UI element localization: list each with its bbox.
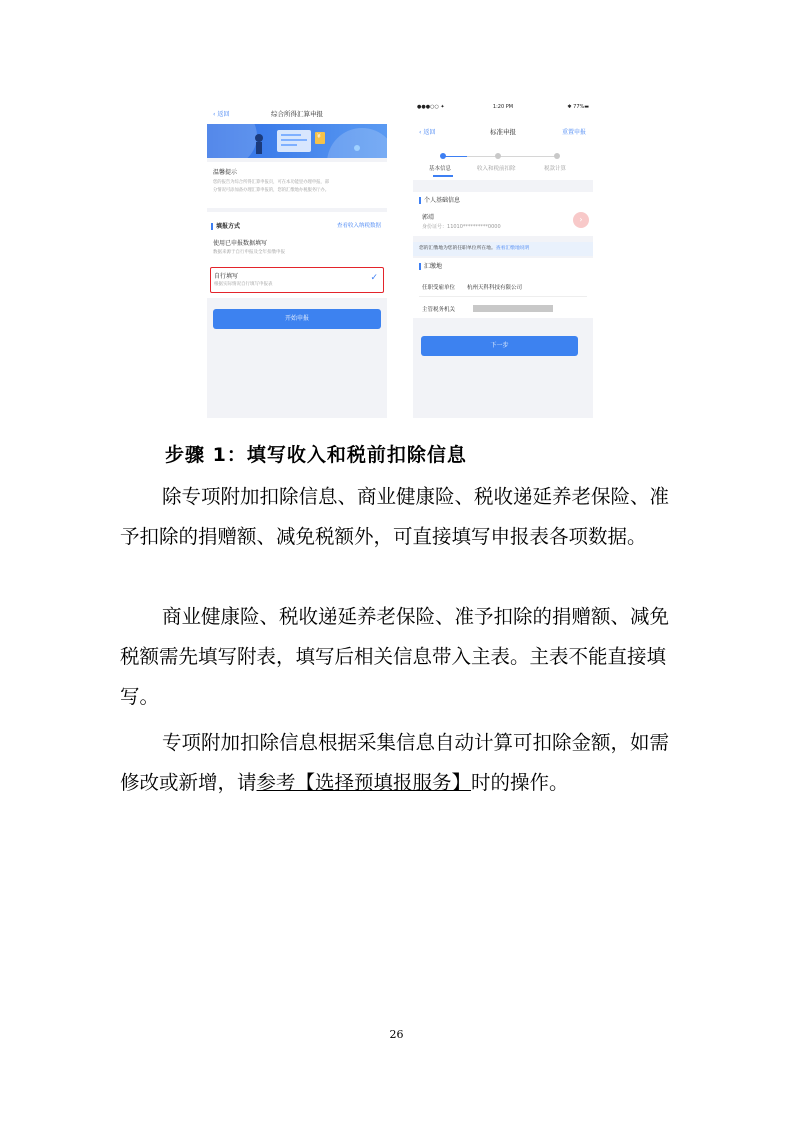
notice-line-2: 分情况可添加备办理汇算申报的，您的汇缴地办税服务厅办。 — [213, 188, 330, 193]
chevron-left-icon: ‹ — [419, 129, 422, 136]
step-dot-active — [440, 153, 446, 159]
step-heading: 步骤 1：填写收入和税前扣除信息 — [165, 444, 467, 466]
chevron-left-icon: ‹ — [213, 111, 216, 118]
tax-office-value-redacted — [473, 305, 553, 312]
step-dot — [495, 153, 501, 159]
option2-desc: 根据实际情况自行填写申报表 — [214, 282, 273, 287]
illustration-icon — [207, 124, 387, 158]
paragraph-3: 专项附加扣除信息根据采集信息自动计算可扣除金额，如需修改或新增，请参考【选择预填报服务】时的操作。 — [120, 731, 670, 794]
step-basic-info[interactable]: 基本信息 — [429, 166, 452, 172]
tax-office-label: 主管税务机关 — [422, 307, 456, 313]
paragraph-1: 除专项附加扣除信息、商业健康险、税收递延养老保险、准予扣除的捐赠额、减免税额外，可直接填写申报表各项数据。 — [120, 485, 670, 548]
right-phone-screenshot — [413, 100, 593, 418]
remit-card — [413, 258, 593, 318]
left-phone-screenshot — [207, 100, 387, 418]
left-nav-title: 综合所得汇算申报 — [271, 110, 323, 118]
notice-line-1: 您的报告为综合所得汇算申报页，可在本功能里办理申报，部 — [213, 180, 330, 185]
left-nav-bar — [207, 100, 387, 124]
step-income-deduction[interactable]: 收入和税前扣除 — [477, 166, 516, 172]
fill-mode-title: 填报方式 — [211, 221, 240, 230]
banner-illustration — [207, 124, 387, 158]
basic-info-title: 个人基础信息 — [419, 195, 460, 204]
checkmark-icon: ✓ — [370, 273, 378, 283]
page-number: 26 — [389, 1028, 404, 1041]
expand-icon[interactable]: › — [573, 212, 589, 228]
back-button[interactable]: ‹ 返回 — [213, 111, 230, 118]
remit-hint-bar: 您的汇缴地为您的任职单位所在地。查看汇缴地说明 — [413, 242, 593, 256]
battery-icon: ✱ 77%▬ — [567, 104, 589, 110]
right-nav-title: 标准申报 — [490, 128, 516, 136]
id-number: 身份证号：11010**********0000 — [422, 224, 501, 230]
person-name: 郭靖 — [422, 214, 435, 221]
remit-title: 汇缴地 — [419, 261, 442, 270]
banner-tag: ¥ — [317, 133, 321, 140]
option1-desc: 数据来源于自行申报及全年扣缴申报 — [213, 250, 285, 255]
next-step-button[interactable]: 下一步 — [421, 336, 578, 356]
start-declare-button[interactable]: 开始申报 — [213, 309, 381, 329]
step-tax-calc[interactable]: 税款计算 — [544, 166, 567, 172]
prefill-service-link[interactable]: 参考【选择预填报服务】 — [256, 771, 472, 794]
view-income-data-link[interactable]: 查看收入纳税数据 — [336, 223, 381, 229]
step-dot — [554, 153, 560, 159]
option1-title: 使用已申报数据填写 — [213, 240, 268, 247]
notice-card — [207, 162, 387, 208]
employer-label: 任职受雇单位 — [422, 285, 456, 291]
option-use-declared-data[interactable] — [213, 238, 383, 258]
signal-icon: ●●●○○ ✦ — [417, 104, 445, 110]
option-self-fill[interactable] — [210, 267, 384, 293]
notice-title: 温馨提示 — [213, 169, 238, 176]
back-button[interactable]: ‹ 返回 — [419, 129, 436, 136]
employer-value[interactable]: 杭州天科科技有限公司 — [467, 285, 523, 291]
step-progress — [413, 146, 593, 180]
reset-declare-button[interactable]: 重置申报 — [561, 129, 586, 136]
paragraph-2: 商业健康险、税收递延养老保险、准予扣除的捐赠额、减免税额需先填写附表，填写后相关信息带入主表。主表不能直接填写。 — [120, 605, 670, 708]
remit-explain-link[interactable]: 查看汇缴地说明 — [495, 246, 530, 251]
status-time: 1:20 PM — [492, 104, 514, 110]
basic-info-card — [413, 192, 593, 236]
fill-mode-card — [207, 212, 387, 298]
right-nav-bar — [413, 114, 593, 134]
option2-title: 自行填写 — [214, 273, 239, 280]
